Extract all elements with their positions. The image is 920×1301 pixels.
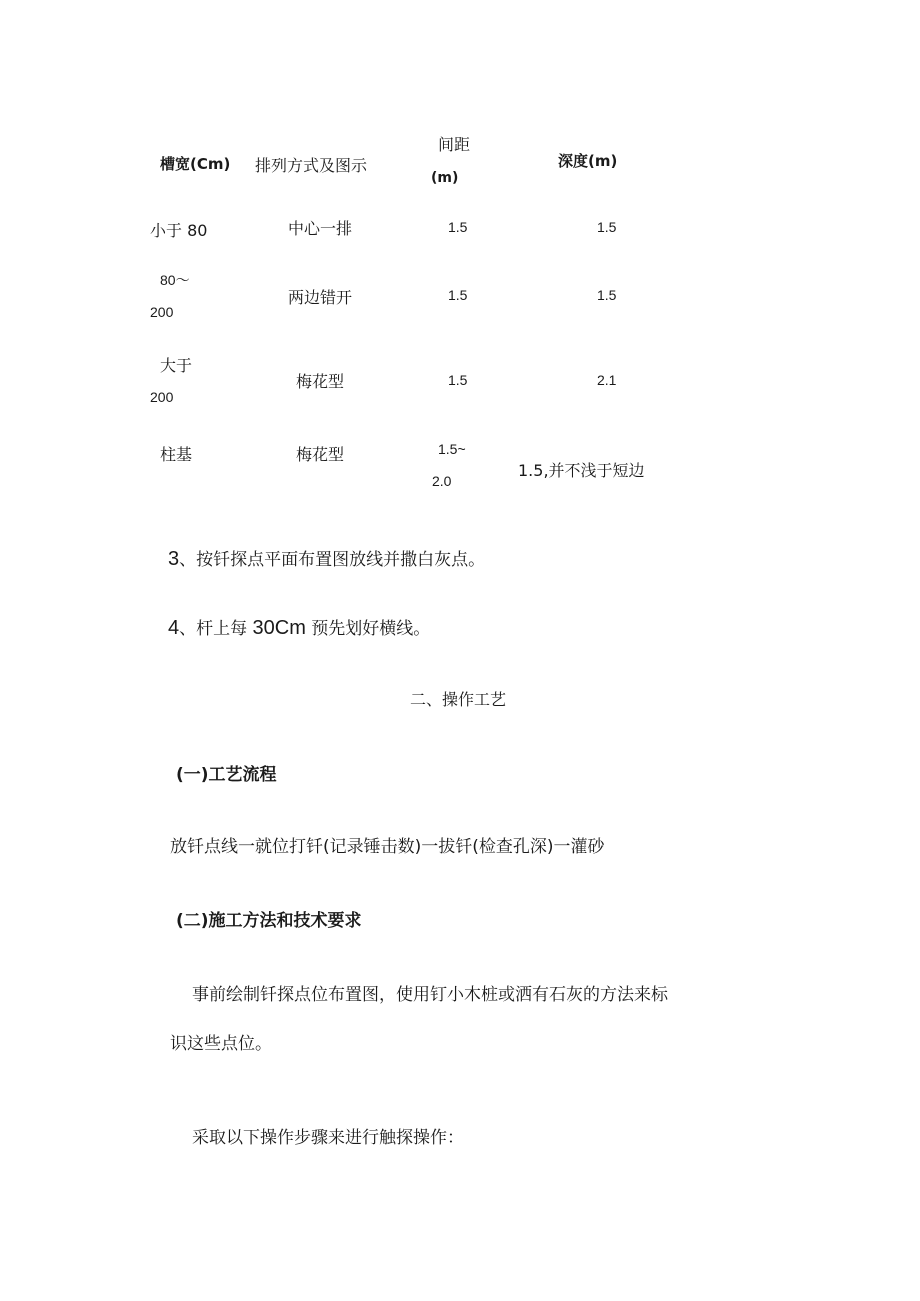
- table-row-4-depth: 1.5,并不浅于短边: [518, 461, 645, 480]
- paragraph-2: 采取以下操作步骤来进行触探操作：: [192, 1128, 464, 1148]
- table-row-4-arrangement: 梅花型: [295, 445, 345, 464]
- header-arrangement: 排列方式及图示: [255, 156, 368, 175]
- table-row-1-depth: 1.5: [597, 219, 617, 235]
- table-row-2-width-line2: 200: [150, 304, 174, 320]
- table-row-3-width: 大于: [160, 356, 193, 375]
- table-row-3-width-line2: 200: [150, 389, 174, 405]
- header-spacing-unit: (m): [431, 170, 459, 186]
- header-width: 槽宽(Cm): [160, 155, 231, 173]
- subheading-construction-method: (二)施工方法和技术要求: [176, 911, 362, 931]
- table-row-2-width: 80～: [160, 272, 190, 288]
- list-item-4-number: 4: [168, 617, 180, 639]
- list-item-4: [168, 614, 430, 640]
- table-row-3-spacing: 1.5: [448, 372, 468, 388]
- process-flow-text: 放钎点线一就位打钎(记录锤击数)一拔钎(检查孔深)一灌砂: [170, 837, 605, 857]
- list-item-3: [168, 545, 485, 571]
- table-row-2-spacing: 1.5: [448, 287, 468, 303]
- list-item-3-number: 3: [168, 548, 180, 570]
- header-depth: 深度(m): [558, 152, 618, 170]
- list-item-4-measure: 30Cm: [252, 617, 306, 639]
- table-row-1-spacing: 1.5: [448, 219, 468, 235]
- paragraph-1-line-2: 识这些点位。: [170, 1034, 272, 1054]
- header-spacing: 间距: [438, 135, 471, 154]
- list-item-4-tail: 预先划好横线。: [311, 619, 431, 639]
- table-row-1-width: 小于 80: [150, 221, 208, 240]
- table-row-2-depth: 1.5: [597, 287, 617, 303]
- table-row-4-spacing-line2: 2.0: [432, 473, 452, 489]
- list-item-3-text: 、按钎探点平面布置图放线并撒白灰点。: [179, 550, 486, 570]
- list-item-4-text: 、杆上每: [179, 619, 248, 639]
- table-row-2-arrangement: 两边错开: [287, 288, 353, 307]
- section-title: 二、操作工艺: [410, 690, 507, 709]
- table-row-4-width: 柱基: [160, 445, 193, 464]
- table-row-3-arrangement: 梅花型: [295, 372, 345, 391]
- table-row-1-arrangement: 中心一排: [287, 219, 353, 238]
- subheading-process-flow: (一)工艺流程: [176, 765, 277, 785]
- paragraph-1-line-1: 事前绘制钎探点位布置图，使用钉小木桩或洒有石灰的方法来标: [192, 985, 668, 1005]
- table-row-4-spacing: 1.5~: [438, 441, 466, 457]
- table-row-3-depth: 2.1: [597, 372, 617, 388]
